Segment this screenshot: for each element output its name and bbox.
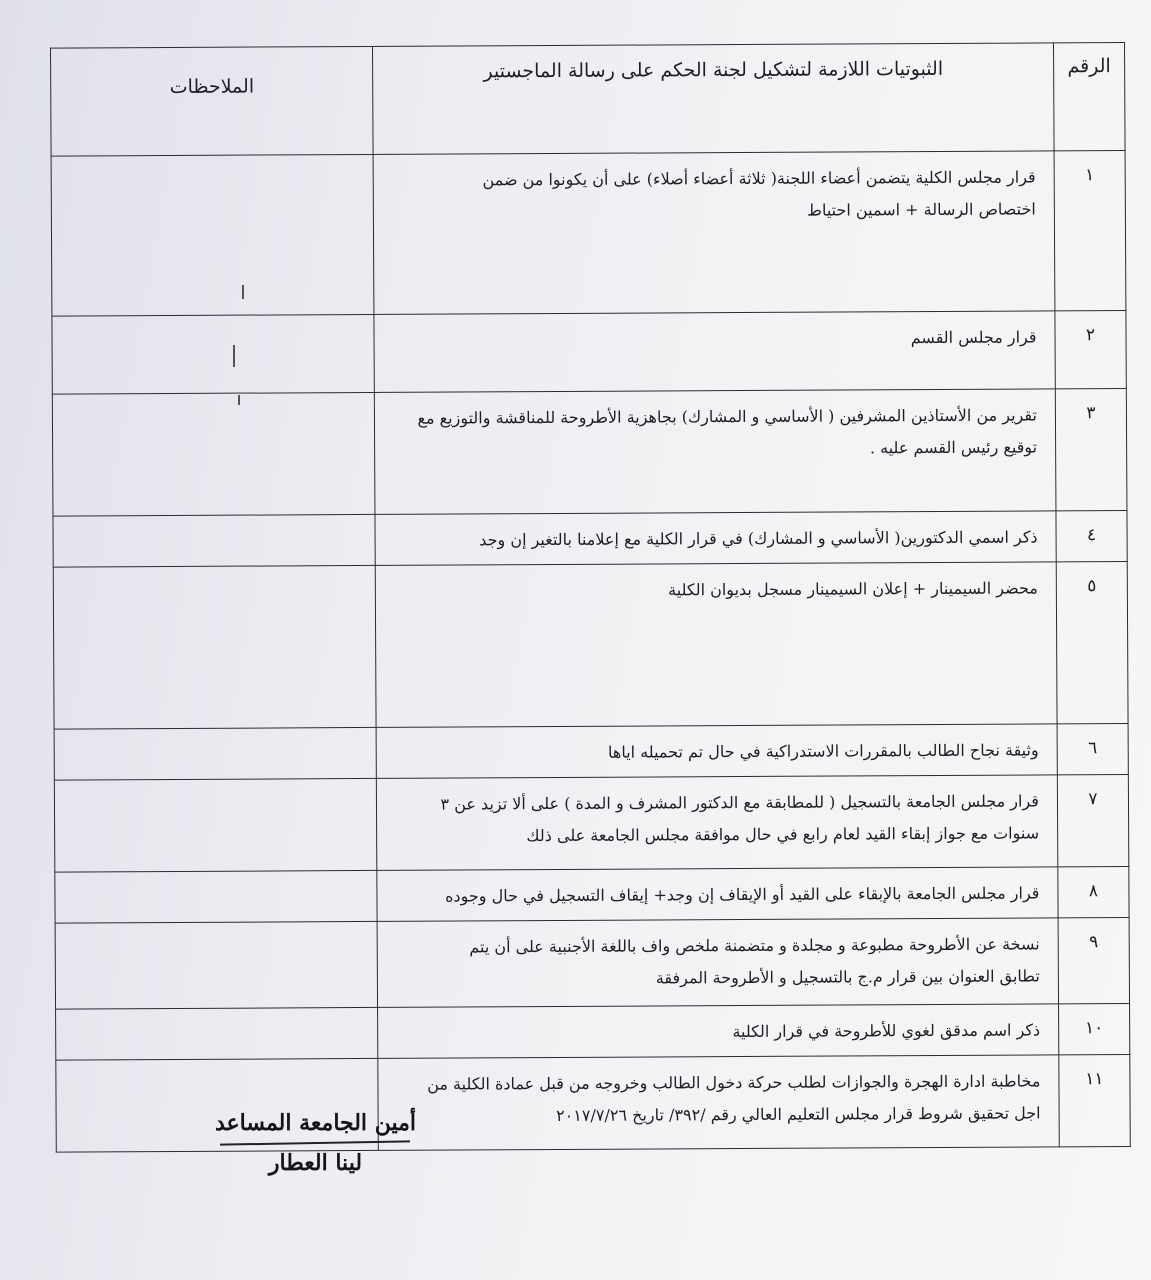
row-number: ٢ xyxy=(1055,310,1126,388)
requirement-line: قرار مجلس القسم xyxy=(910,327,1037,348)
requirement-line: ذكر اسمي الدكتورين( الأساسي و المشارك) في قرار الكلية مع إعلامنا بالتغير إن وجد xyxy=(479,527,1038,550)
row-notes xyxy=(53,514,376,567)
row-notes xyxy=(55,921,378,1009)
row-notes xyxy=(56,1007,379,1060)
header-number: الرقم xyxy=(1053,43,1125,151)
pen-mark xyxy=(233,345,235,367)
row-number: ١ xyxy=(1054,151,1126,311)
signature-name: لينا العطار xyxy=(268,1150,363,1176)
row-number: ٤ xyxy=(1056,510,1127,561)
requirement-line: سنوات مع جواز إبقاء القيد لعام رابع في حال موافقة مجلس الجامعة على ذلك xyxy=(526,823,1040,846)
requirement-line: اختصاص الرسالة + اسمين احتياط xyxy=(807,199,1036,220)
row-notes xyxy=(54,727,377,780)
row-requirement xyxy=(376,562,1057,728)
requirement-line: تقرير من الأستاذين المشرفين ( الأساسي و المشارك) بجاهزية الأطروحة للمناقشة والتوزيع مع xyxy=(417,405,1037,428)
row-notes xyxy=(52,314,375,394)
pen-mark xyxy=(242,285,244,299)
row-requirement xyxy=(377,867,1058,922)
table-row xyxy=(55,917,1129,1009)
table-row xyxy=(52,388,1127,516)
row-number: ٧ xyxy=(1057,774,1129,866)
row-notes xyxy=(52,392,375,516)
table-row xyxy=(51,151,1126,317)
row-number: ٦ xyxy=(1057,723,1128,774)
table-row xyxy=(53,561,1128,729)
requirement-line: قرار مجلس الجامعة بالإبقاء على القيد أو الإيقاف إن وجد+ إيقاف التسجيل في حال وجوده xyxy=(445,883,1040,906)
requirement-line: تطابق العنوان بين قرار م.ج بالتسجيل و الأطروحة المرفقة xyxy=(655,966,1040,988)
table-row xyxy=(56,1003,1130,1060)
row-notes xyxy=(51,154,374,316)
requirement-line: توقيع رئيس القسم عليه . xyxy=(869,437,1038,458)
row-number: ٥ xyxy=(1056,561,1128,723)
row-requirement xyxy=(373,151,1054,315)
table-row xyxy=(55,866,1129,923)
table-header-row xyxy=(51,43,1126,157)
row-number: ٨ xyxy=(1058,866,1129,917)
signature-underline xyxy=(220,1140,410,1145)
row-number: ١٠ xyxy=(1058,1003,1129,1054)
requirement-line: نسخة عن الأطروحة مطبوعة و مجلدة و متضمنة ملخص واف باللغة الأجنبية على أن يتم xyxy=(469,934,1040,957)
requirement-line: قرار مجلس الجامعة بالتسجيل ( للمطابقة مع الدكتور المشرف و المدة ) على ألا تزيد عن ٣ xyxy=(440,791,1039,814)
row-requirement xyxy=(377,775,1058,871)
row-number: ١١ xyxy=(1059,1054,1131,1146)
requirement-line: اجل تحقيق شروط قرار مجلس التعليم العالي رقم /٣٩٢/ تاريخ ٢٠١٧/٧/٢٦ xyxy=(556,1103,1041,1125)
row-number: ٩ xyxy=(1058,917,1129,1003)
row-notes xyxy=(55,870,378,923)
row-notes xyxy=(54,778,377,872)
row-requirement xyxy=(378,1055,1059,1151)
requirement-line: مخاطبة ادارة الهجرة والجوازات لطلب حركة دخول الطالب وخروجه من قبل عمادة الكلية من xyxy=(427,1071,1041,1094)
pen-mark xyxy=(238,395,240,405)
table-row xyxy=(54,723,1128,780)
row-requirement xyxy=(378,1004,1059,1059)
row-requirement xyxy=(374,311,1055,393)
row-requirement xyxy=(375,389,1056,515)
table-row xyxy=(53,510,1127,567)
requirement-line: وثيقة نجاح الطالب بالمقررات الاستدراكية في حال تم تحميله اياها xyxy=(607,740,1039,762)
table-row xyxy=(54,774,1128,872)
row-requirement xyxy=(375,511,1056,566)
row-number: ٣ xyxy=(1055,388,1127,510)
row-requirement xyxy=(376,724,1057,779)
header-notes: الملاحظات xyxy=(51,46,374,156)
row-notes xyxy=(53,565,376,729)
signature-block xyxy=(215,1110,416,1176)
signature-title: أمين الجامعة المساعد xyxy=(214,1110,416,1136)
row-requirement xyxy=(377,918,1058,1008)
table-row xyxy=(52,310,1126,394)
requirement-line: ذكر اسم مدقق لغوي للأطروحة في قرار الكلية xyxy=(732,1020,1041,1042)
requirements-table xyxy=(50,42,1131,1153)
requirement-line: محضر السيمينار + إعلان السيمينار مسجل بديوان الكلية xyxy=(668,578,1038,600)
header-requirement: الثبوتيات اللازمة لتشكيل لجنة الحكم على رسالة الماجستير xyxy=(373,43,1054,155)
requirement-line: قرار مجلس الكلية يتضمن أعضاء اللجنة( ثلاثة أعضاء أصلاء) على أن يكونوا من ضمن xyxy=(482,167,1036,190)
